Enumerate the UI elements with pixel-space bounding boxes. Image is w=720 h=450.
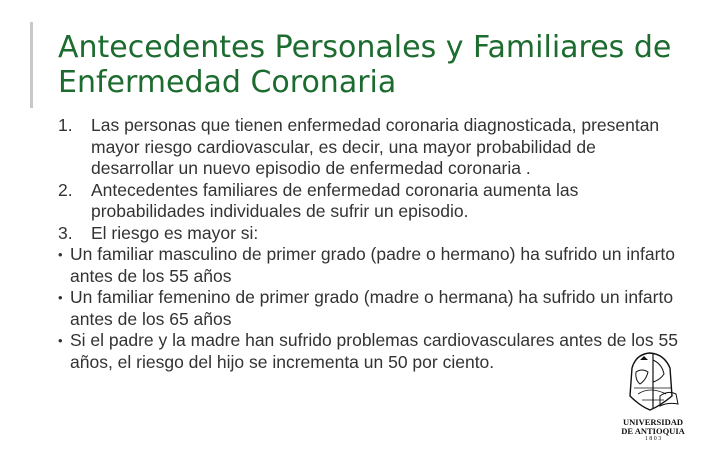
bullet-text: Un familiar femenino de primer grado (madre o hermana) ha sufrido un infarto antes de los 65 años: [70, 287, 674, 329]
bullet-marker: •: [58, 333, 63, 348]
bullet-item: [58, 244, 678, 287]
numbered-item: [58, 223, 678, 245]
numbered-item: [58, 180, 678, 223]
item-number: 2.: [58, 179, 73, 200]
bullet-text: Un familiar masculino de primer grado (padre o hermano) ha sufrido un infarto antes de los 55 años: [70, 244, 676, 286]
university-logo: [620, 350, 686, 442]
bullet-item: [58, 330, 678, 373]
logo-text-line1: UNIVERSIDAD: [623, 417, 683, 427]
item-number: 1.: [58, 115, 73, 135]
slide-title: Antecedentes Personales y Familiares de Enfermedad Coronaria: [58, 30, 672, 100]
bullet-text: Si el padre y la madre han sufrido problemas cardiovasculares antes de los 55 años, el riesgo del hijo se incrementa un 50 por ciento.: [70, 330, 678, 372]
title-accent-bar: [30, 22, 33, 108]
item-text: Las personas que tienen enfermedad coronaria diagnosticada, presentan mayor riesgo cardiovascular, es decir, una mayor probabilidad de desarrollar un nuevo episodio de enfermedad coronaria .: [91, 115, 660, 178]
item-text: Antecedentes familiares de enfermedad coronaria aumenta las probabilidades individuales de sufrir un episodio.: [91, 179, 579, 221]
item-number: 3.: [58, 222, 73, 243]
item-text: El riesgo es mayor si:: [91, 222, 259, 243]
logo-text-line2: DE ANTIOQUIA: [621, 426, 685, 436]
bullet-item: [58, 287, 678, 330]
bullet-marker: •: [58, 247, 63, 262]
slide-body: [58, 115, 678, 373]
university-crest-icon: [620, 350, 686, 414]
numbered-item: [58, 115, 678, 180]
logo-text-line3: 1 8 0 3: [644, 436, 662, 442]
bullet-marker: •: [58, 290, 63, 305]
